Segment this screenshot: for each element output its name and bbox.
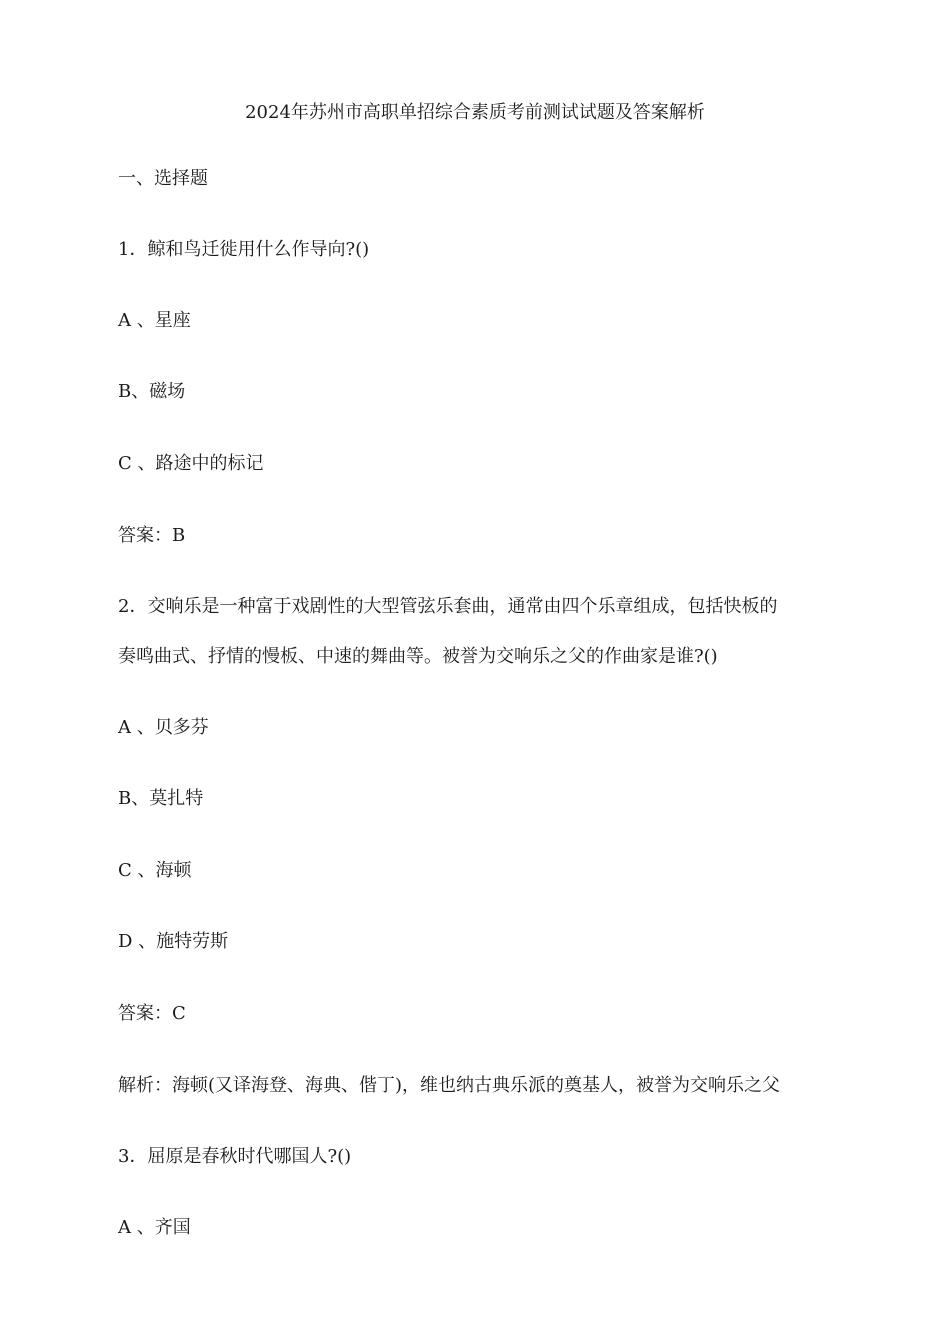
question-2-answer: 答案：C: [118, 1003, 186, 1024]
question-1-answer: 答案：B: [118, 525, 186, 546]
question-1-option-b: B、磁场: [118, 381, 186, 402]
question-2-stem-line-2: 奏鸣曲式、抒情的慢板、中速的舞曲等。被誉为交响乐之父的作曲家是谁?(): [118, 646, 718, 667]
question-2-option-c: C 、海顿: [118, 860, 192, 881]
question-2-option-a: A 、贝多芬: [118, 717, 209, 738]
question-3-option-a: A 、齐国: [118, 1217, 191, 1238]
question-1-stem: 1．鲸和鸟迁徙用什么作导向?(): [118, 239, 370, 260]
question-1-option-a: A 、星座: [118, 310, 191, 331]
question-1-option-c: C 、路途中的标记: [118, 453, 264, 474]
question-2-option-d: D 、施特劳斯: [118, 931, 229, 952]
section-heading: 一、选择题: [118, 168, 208, 189]
question-2-analysis: 解析：海顿(又译海登、海典、偕丁)，维也纳古典乐派的奠基人，被誉为交响乐之父: [118, 1075, 781, 1096]
question-2-stem-line-1: 2．交响乐是一种富于戏剧性的大型管弦乐套曲，通常由四个乐章组成，包括快板的: [118, 596, 778, 617]
question-3-stem: 3．屈原是春秋时代哪国人?(): [118, 1146, 352, 1167]
document-title: 2024年苏州市高职单招综合素质考前测试试题及答案解析: [245, 102, 705, 123]
question-2-option-b: B、莫扎特: [118, 788, 204, 809]
